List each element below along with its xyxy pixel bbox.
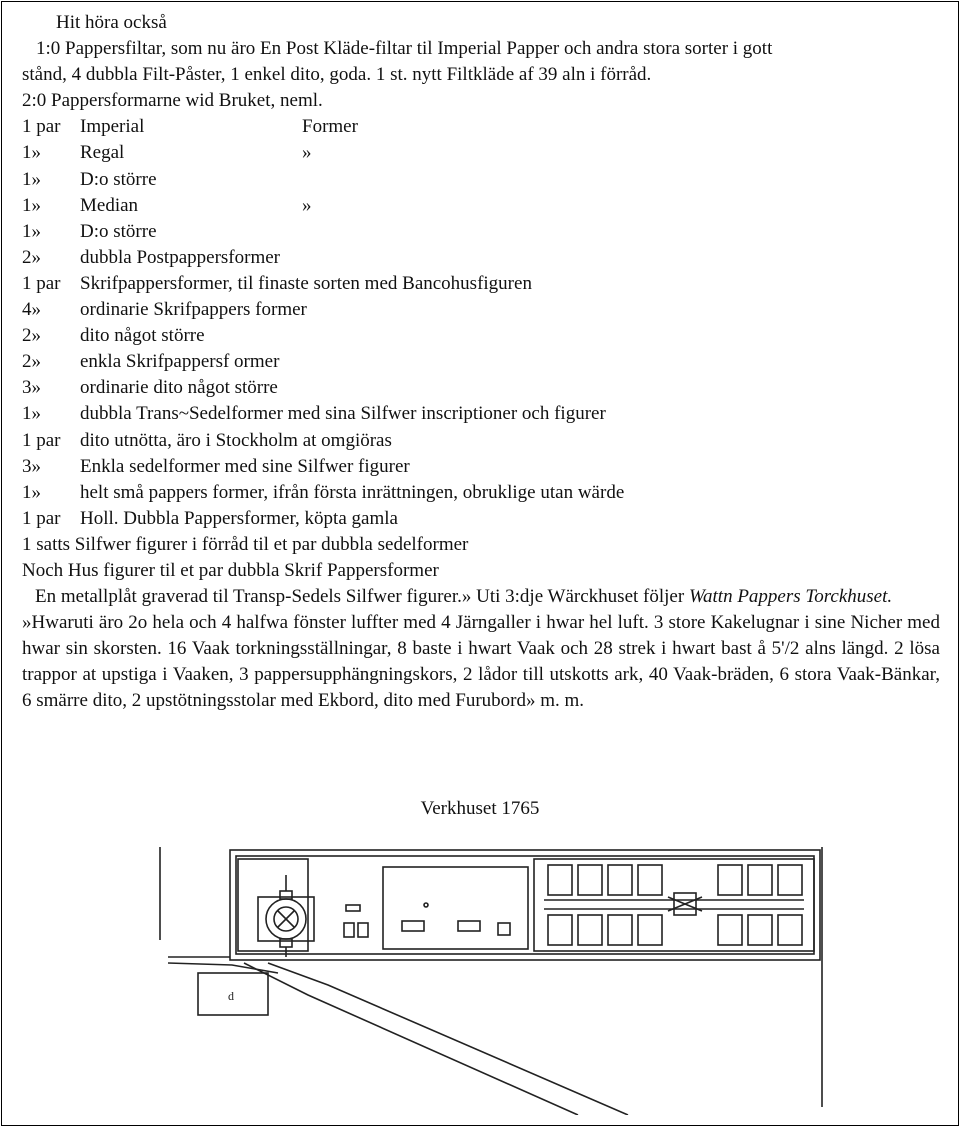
list-item: 1» helt små pappers former, ifrån första inrättningen, obruklige utan wärde (22, 481, 625, 503)
metal-plate-text: En metallplåt graverad til Transp-Sedels Silfwer figurer.» Uti 3:dje Wärckhuset följer (35, 586, 685, 608)
list-item: 1» D:o större (22, 220, 157, 242)
document-page (1, 1, 959, 1126)
list-item: 1» Regal » (22, 142, 312, 164)
item-1-line-1: 1:0 Pappersfiltar, som nu äro En Post Kläde-filtar til Imperial Papper och andra stora sorter i gott (36, 38, 773, 60)
document-text (22, 10, 940, 715)
heading: Hit höra också (56, 12, 167, 33)
list-item: 1» dubbla Trans~Sedelformer med sina Silfwer inscriptioner och figurer (22, 403, 606, 425)
list-item: 3» ordinarie dito något större (22, 377, 278, 399)
list-item: 2» enkla Skrifpappersf ormer (22, 351, 280, 373)
building-plan-drawing (158, 845, 828, 1115)
list-item: 1 par dito utnötta, äro i Stockholm at omgiöras (22, 429, 392, 451)
list-item: 4» ordinarie Skrifpappers former (22, 299, 307, 321)
list-item: 1 par Holl. Dubbla Pappersformer, köpta gamla (22, 507, 398, 529)
list-item: 1» Median » (22, 194, 312, 216)
list-item: 1» D:o större (22, 168, 157, 190)
body-paragraph: »Hwaruti äro 2o hela och 4 halfwa fönster luffter med 4 Järngaller i hwar hel luft. 3 store Kakelugnar i sine Nicher med hwar sin skorsten. 16 Vaak torkningsställningar, 8 baste i hwart Vaak och 28 strek i hwart bast å 5'/2 alns längd. 2 lösa trappor at upstiga i Vaaken, 3 pappersupphängningskors, 2 lådor till utskotts ark, 40 Vaak-bräden, 6 stora Vaak-Bänkar, 6 smärre dito, 2 upstötningsstolar med Ekbord, dito med Furubord» m. m. (22, 612, 940, 712)
item-1-line-2: stånd, 4 dubbla Filt-Påster, 1 enkel dito, goda. 1 st. nytt Filtkläde af 39 aln i förråd. (22, 64, 652, 86)
list-item: 3» Enkla sedelformer med sine Silfwer figurer (22, 455, 410, 477)
mould-list (22, 114, 940, 532)
metal-plate-paragraph (22, 584, 940, 610)
list-item: 1 par Skrifpappersformer, til finaste sorten med Bancohusfiguren (22, 272, 532, 294)
extra-line: Noch Hus figurer til et par dubbla Skrif Pappersformer (22, 559, 439, 581)
plan-label: d (228, 989, 234, 1003)
item-2: 2:0 Pappersformarne wid Bruket, neml. (22, 90, 323, 112)
list-item: 2» dubbla Postpappersformer (22, 246, 280, 268)
figure-caption: Verkhuset 1765 (420, 798, 540, 819)
list-item: 2» dito något större (22, 325, 205, 347)
metal-plate-italic: Wattn Pappers Torckhuset. (688, 586, 893, 608)
extra-line: 1 satts Silfwer figurer i förråd til et par dubbla sedelformer (22, 533, 469, 555)
list-item: 1 par Imperial Former (22, 116, 358, 138)
